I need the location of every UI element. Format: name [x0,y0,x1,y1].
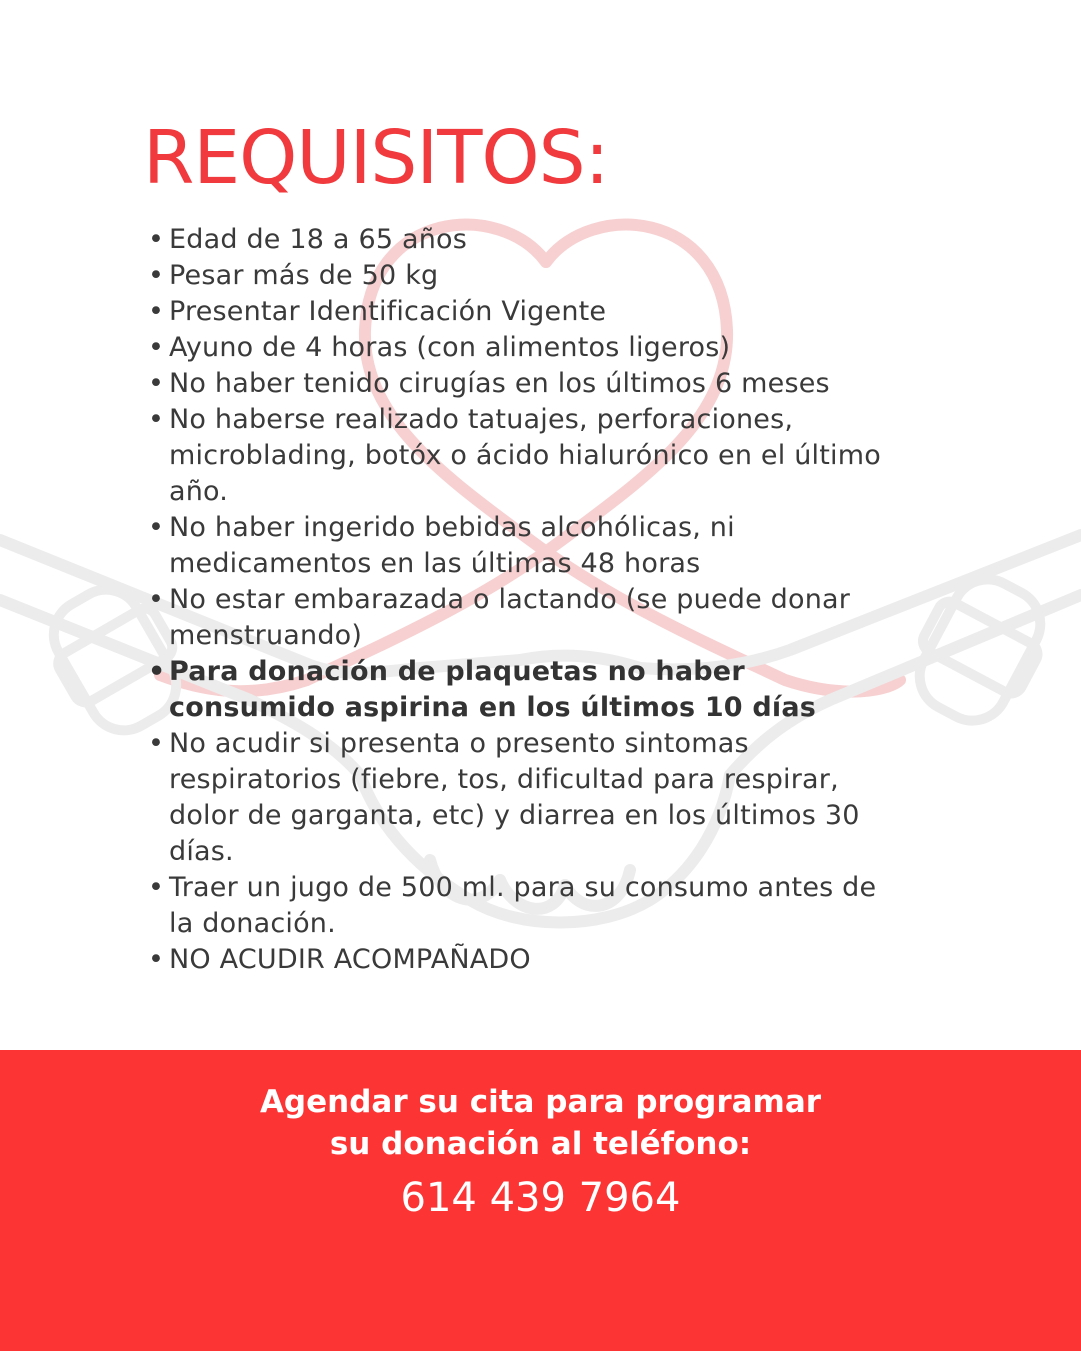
cta-line-2: su donación al teléfono: [329,1126,752,1162]
list-item [148,330,908,366]
list-item [148,510,908,582]
requirement-text: Presentar Identificación Vigente [169,296,607,327]
requirement-text: Pesar más de 50 kg [169,260,439,291]
requirement-text: Edad de 18 a 65 años [169,224,468,255]
list-item [148,582,908,654]
requirement-text: Para donación de plaquetas no haber consumido aspirina en los últimos 10 días [169,656,817,723]
list-item [148,654,908,726]
requirements-list [148,222,908,978]
requirement-text: No acudir si presenta o presento sintomas respiratorios (fiebre, tos, dificultad para respirar, dolor de garganta, etc) y diarrea en los últimos 30 días. [169,728,860,867]
appointment-callout [0,1081,1081,1223]
list-item [148,258,908,294]
bullet-icon: • [148,512,165,543]
page-title: REQUISITOS: [143,115,609,201]
bullet-icon: • [148,404,165,435]
requirement-text: Ayuno de 4 horas (con alimentos ligeros) [169,332,731,363]
phone-number[interactable]: 614 439 7964 [400,1175,681,1221]
requirement-text: No haber ingerido bebidas alcohólicas, ni medicamentos en las últimas 48 horas [169,512,735,579]
list-item [148,726,908,870]
bullet-icon: • [148,728,165,759]
requirement-text: NO ACUDIR ACOMPAÑADO [169,944,531,975]
bullet-icon: • [148,584,165,615]
bullet-icon: • [148,872,165,903]
bullet-icon: • [148,656,166,687]
requirement-text: Traer un jugo de 500 ml. para su consumo antes de la donación. [169,872,877,939]
requirement-text: No haberse realizado tatuajes, perforaciones, microblading, botóx o ácido hialurónico en el último año. [169,404,881,507]
bandage-icon [907,567,1052,733]
bullet-icon: • [148,944,165,975]
requirement-text: No estar embarazada o lactando (se puede donar menstruando) [169,584,851,651]
bullet-icon: • [148,224,165,255]
list-item [148,294,908,330]
footer-banner [0,1050,1081,1351]
cta-line-1: Agendar su cita para programar [259,1084,822,1120]
bullet-icon: • [148,260,165,291]
list-item [148,402,908,510]
requirement-text: No haber tenido cirugías en los últimos 6 meses [169,368,830,399]
bullet-icon: • [148,332,165,363]
list-item [148,942,908,978]
list-item [148,870,908,942]
list-item [148,366,908,402]
bullet-icon: • [148,296,165,327]
bullet-icon: • [148,368,165,399]
list-item [148,222,908,258]
